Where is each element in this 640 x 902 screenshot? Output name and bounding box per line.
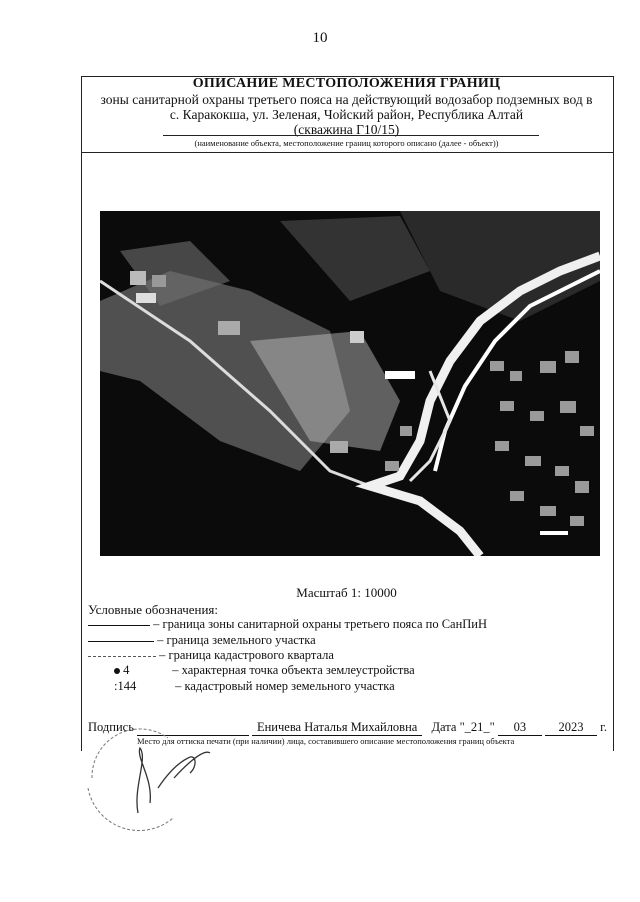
legend-item-szz-boundary [88, 617, 487, 632]
legend-text: – граница кадастрового квартала [159, 648, 334, 662]
signature-label: Подпись [88, 720, 134, 734]
legend-dashed-line [88, 656, 156, 657]
legend-text: – кадастровый номер земельного участка [175, 679, 395, 693]
document-title: ОПИСАНИЕ МЕСТОПОЛОЖЕНИЯ ГРАНИЦ [192, 76, 501, 91]
map-scale: Масштаб 1: 10000 [296, 585, 397, 600]
legend-text: – граница зоны санитарной охраны третьего пояса по СанПиН [153, 617, 488, 631]
stamp-note: Место для оттиска печати (при наличии) лица, составившего описание местоположения границ объекта [137, 736, 515, 746]
date-year-suffix: г. [600, 720, 608, 734]
title-line-1: зоны санитарной охраны третьего пояса на действующий водозабор подземных вод в [100, 92, 593, 107]
date-day: "_21_" [459, 720, 495, 734]
header-separator [81, 152, 613, 153]
signer-name: Еничева Наталья Михайловна [252, 720, 422, 736]
legend-symbol: :144 [114, 679, 137, 693]
date-year: 2023 [545, 720, 597, 736]
legend-item-cadastral-number [114, 679, 395, 694]
legend-text: – граница земельного участка [157, 633, 316, 647]
point-marker-icon [114, 668, 120, 674]
header [81, 76, 612, 137]
title-line-3: (скважина Г10/15) [293, 122, 400, 137]
header-rule [163, 135, 539, 136]
legend-symbol: 4 [123, 663, 130, 677]
legend-solid-line [88, 641, 154, 642]
legend-title: Условные обозначения: [88, 602, 219, 617]
legend-item-cadastral-quarter [88, 648, 334, 663]
date-label: Дата [431, 720, 457, 734]
title-line-2: с. Каракокша, ул. Зеленая, Чойский район, Республика Алтай [169, 107, 524, 122]
legend-text: – характерная точка объекта землеустройства [172, 663, 415, 677]
page-number: 10 [312, 30, 328, 46]
map-image [100, 211, 600, 556]
object-note: (наименование объекта, местоположение границ которого описано (далее - объект)) [194, 138, 499, 148]
satellite-map [100, 211, 600, 556]
legend-item-point [114, 663, 415, 678]
date-month: 03 [498, 720, 542, 736]
stamp-signature-icon [78, 718, 228, 838]
legend-solid-line [88, 625, 150, 626]
legend-item-parcel-boundary [88, 633, 316, 648]
